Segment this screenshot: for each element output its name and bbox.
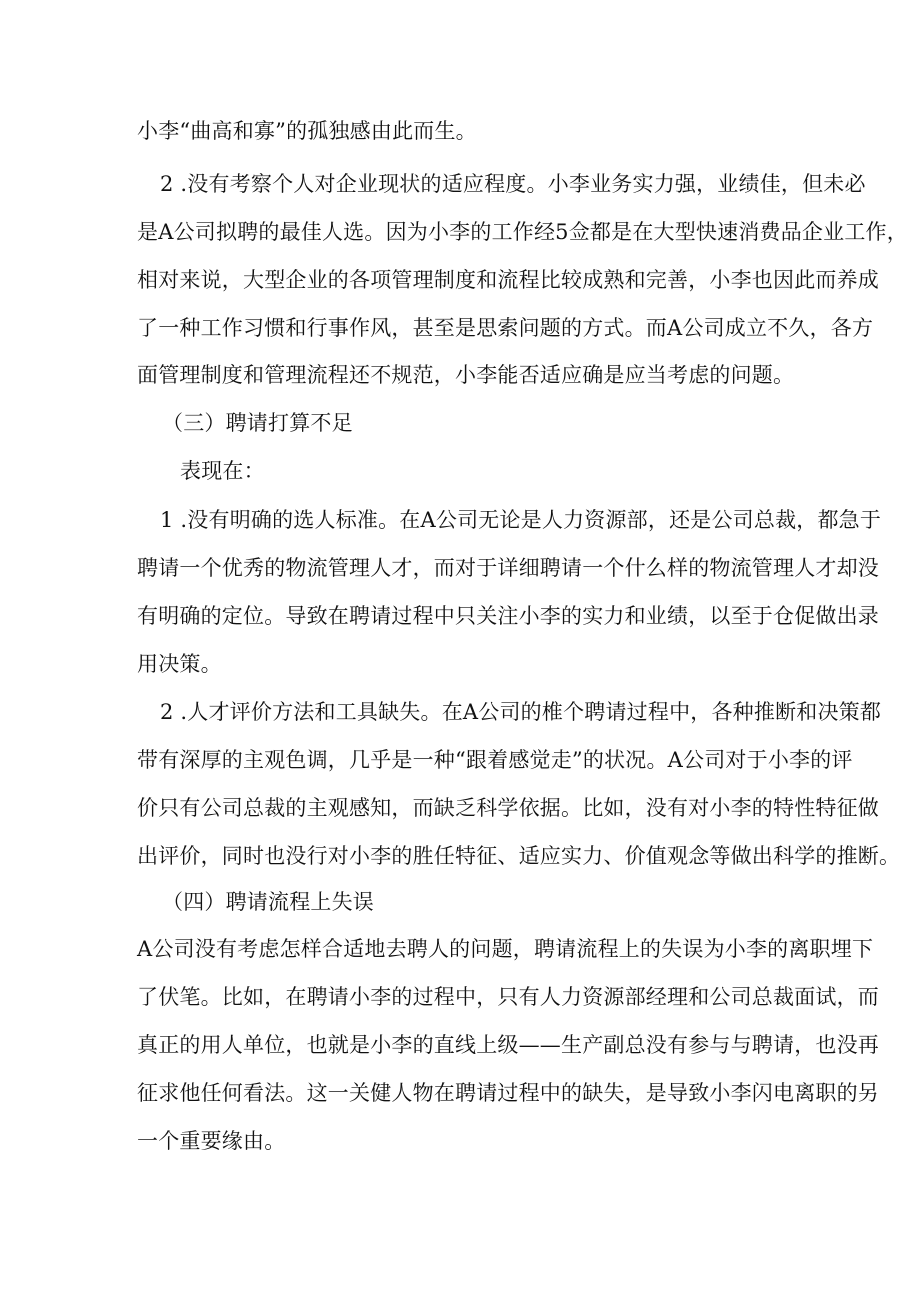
text-line-2: 2 .没有考察个人对企业现状的适应程度。小李业务实力强，业绩佳，但未必 (160, 172, 866, 196)
text-line-9: 1 .没有明确的选人标准。在A公司无论是人力资源部，还是公司总裁，都急于 (160, 508, 882, 532)
text-line-14: 带有深厚的主观色调，几乎是一种“跟着感觉走”的状况。A公司对于小李的评 (137, 748, 853, 772)
text-line-11: 有明确的定位。导致在聘请过程中只关注小李的实力和业绩，以至于仓促做出录 (137, 604, 879, 628)
text-line-12: 用决策。 (137, 652, 222, 676)
text-line-19: 了伏笔。比如，在聘请小李的过程中，只有人力资源部经理和公司总裁面试，而 (137, 985, 879, 1009)
text-line-4: 相对来说，大型企业的各项管理制度和流程比较成熟和完善，小李也因此而养成 (137, 268, 879, 292)
text-line-16: 出评价，同时也没行对小李的胜任特征、适应实力、价值观念等做出科学的推断。 (137, 844, 901, 868)
text-line-20: 真正的用人单位，也就是小李的直线上级——生产副总没有参与与聘请，也没再 (137, 1033, 879, 1057)
text-line-1: 小李“曲高和寡”的孤独感由此而生。 (137, 119, 477, 143)
text-line-22: 一个重要缘由。 (137, 1129, 286, 1153)
text-line-13: 2 .人才评价方法和工具缺失。在A公司的椎个聘请过程中，各种推断和决策都 (160, 700, 882, 724)
text-line-3: 是A公司拟聘的最佳人选。因为小李的工作经5佥都是在大型快速消费品企业工作， (137, 220, 908, 244)
section-heading-4: （四）聘请流程上失误 (162, 890, 374, 914)
text-line-21: 征求他任何看法。这一关健人物在聘请过程中的缺失，是导致小李闪电离职的另 (137, 1081, 879, 1105)
text-line-5: 了一种工作习惯和行事作风，甚至是思索问题的方式。而A公司成立不久，各方 (137, 316, 874, 340)
text-line-18: A公司没有考虑怎样合适地去聘人的问题，聘请流程上的失误为小李的离职埋下 (137, 937, 874, 961)
text-line-8: 表现在： (180, 459, 265, 483)
section-heading-3: （三）聘请打算不足 (162, 411, 353, 435)
text-line-10: 聘请一个优秀的物流管理人才，而对于详细聘请一个什么样的物流管理人才却没 (137, 556, 879, 580)
text-line-15: 价只有公司总裁的主观感知，而缺乏科学依据。比如，没有对小李的特性特征做 (137, 796, 879, 820)
text-line-6: 面管理制度和管理流程还不规范，小李能否适应确是应当考虑的问题。 (137, 363, 795, 387)
